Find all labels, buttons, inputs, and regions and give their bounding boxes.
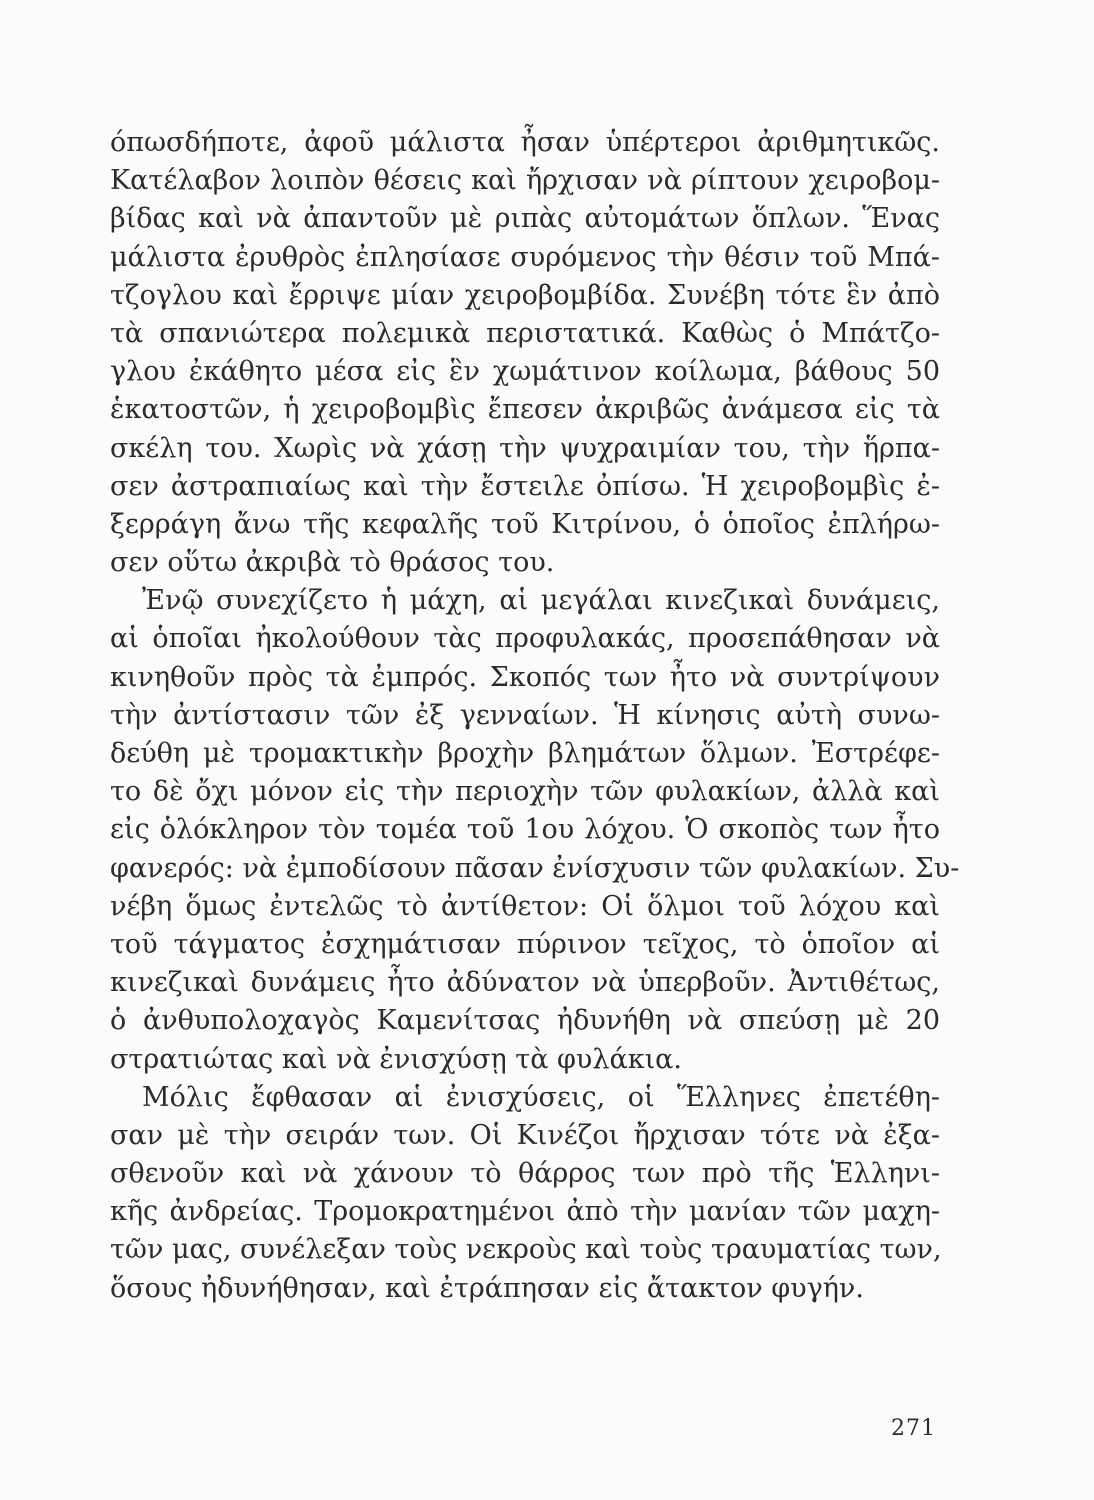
text-line: τῶν μας, συνέλεξαν τοὺς νεκροὺς καὶ τοὺς τραυματίας των, <box>110 1234 942 1266</box>
text-line: τὰ σπανιώτερα πολεμικὰ περιστατικά. Καθὼς ὁ Μπάτζο- <box>110 317 940 349</box>
text-line: τοῦ τάγματος ἐσχημάτισαν πύρινον τεῖχος, τὸ ὁποῖον αἱ <box>110 928 940 960</box>
text-line: εἰς ὁλόκληρον τὸν τομέα τοῦ 1ου λόχου. Ὁ σκοπὸς των ἦτο <box>110 814 940 846</box>
text-line: τὴν ἀντίστασιν τῶν ἐξ γενναίων. Ἡ κίνησις αὐτὴ συνω- <box>110 699 940 731</box>
text-line: σθενοῦν καὶ νὰ χάνουν τὸ θάρρος των πρὸ τῆς Ἑλληνι- <box>110 1158 940 1190</box>
text-line: όπωσδήποτε, ἀφοῦ μάλιστα ἦσαν ὑπέρτεροι ἀριθμητικῶς. <box>110 127 940 158</box>
body-text <box>110 124 960 1308</box>
text-line: ὁ ἀνθυπολοχαγὸς Καμενίτσας ἠδυνήθη νὰ σπεύσῃ μὲ 20 <box>110 1005 940 1037</box>
text-line: νέβη ὅμως ἐντελῶς τὸ ἀντίθετον: Οἱ ὅλμοι τοῦ λόχου καὶ <box>110 890 940 922</box>
text-line: ὅσους ἠδυνήθησαν, καὶ ἐτράπησαν εἰς ἄτακτον φυγήν. <box>110 1272 864 1304</box>
text-line: Μόλις ἔφθασαν αἱ ἐνισχύσεις, οἱ Ἕλληνες ἐπετέθη- <box>142 1081 940 1113</box>
text-line: γλου ἐκάθητο μέσα εἰς ἓν χωμάτινον κοίλωμα, βάθους 50 <box>110 356 940 388</box>
text-line: κῆς ἀνδρείας. Τρομοκρατημένοι ἀπὸ τὴν μανίαν τῶν μαχη- <box>110 1196 940 1228</box>
text-line: βίδας καὶ νὰ ἀπαντοῦν μὲ ριπὰς αὐτομάτων ὅπλων. Ἕνας <box>110 203 940 235</box>
text-line: σαν μὲ τὴν σειράν των. Οἱ Κινέζοι ἤρχισαν τότε νὰ ἐξα- <box>110 1119 940 1151</box>
text-line: δεύθη μὲ τρομακτικὴν βροχὴν βλημάτων ὅλμων. Ἐστρέφε- <box>110 738 940 769</box>
text-line: κινεζικαὶ δυνάμεις ἦτο ἀδύνατον νὰ ὑπερβοῦν. Ἀντιθέτως, <box>110 967 940 999</box>
text-line: κινηθοῦν πρὸς τὰ ἐμπρός. Σκοπός των ἦτο νὰ συντρίψουν <box>110 661 940 693</box>
text-line: στρατιώτας καὶ νὰ ἐνισχύσῃ τὰ φυλάκια. <box>110 1043 682 1075</box>
text-line: σκέλη του. Χωρὶς νὰ χάσῃ τὴν ψυχραιμίαν του, τὴν ἥρπα- <box>110 432 940 464</box>
text-line: μάλιστα ἐρυθρὸς ἐπλησίασε συρόμενος τὴν θέσιν τοῦ Μπά- <box>110 241 940 273</box>
text-line: τζογλου καὶ ἔρριψε μίαν χειροβομβίδα. Συνέβη τότε ἓν ἀπὸ <box>110 279 940 311</box>
text-line: σεν ἀστραπιαίως καὶ τὴν ἔστειλε ὀπίσω. Ἡ χειροβομβὶς ἐ- <box>110 470 940 502</box>
text-line: ἑκατοστῶν, ἡ χειροβομβὶς ἔπεσεν ἀκριβῶς ἀνάμεσα εἰς τὰ <box>110 394 940 426</box>
text-line: σεν οὕτω ἀκριβὰ τὸ θράσος του. <box>110 547 555 579</box>
text-line: το δὲ ὄχι μόνον εἰς τὴν περιοχὴν τῶν φυλακίων, ἀλλὰ καὶ <box>110 776 940 808</box>
text-line: Ἐνῷ συνεχίζετο ἡ μάχη, αἱ μεγάλαι κινεζικαὶ δυνάμεις, <box>142 585 940 617</box>
text-line: ξερράγη ἄνω τῆς κεφαλῆς τοῦ Κιτρίνου, ὁ ὁποῖος ἐπλήρω- <box>110 508 940 540</box>
page-number: 271 <box>891 1416 936 1441</box>
text-line: αἱ ὁποῖαι ἠκολούθουν τὰς προφυλακάς, προσεπάθησαν νὰ <box>110 623 940 655</box>
text-line: Κατέλαβον λοιπὸν θέσεις καὶ ἤρχισαν νὰ ρίπτουν χειροβομ- <box>110 165 940 197</box>
text-line: φανερός: νὰ ἐμποδίσουν πᾶσαν ἐνίσχυσιν τῶν φυλακίων. Συ- <box>110 852 960 884</box>
